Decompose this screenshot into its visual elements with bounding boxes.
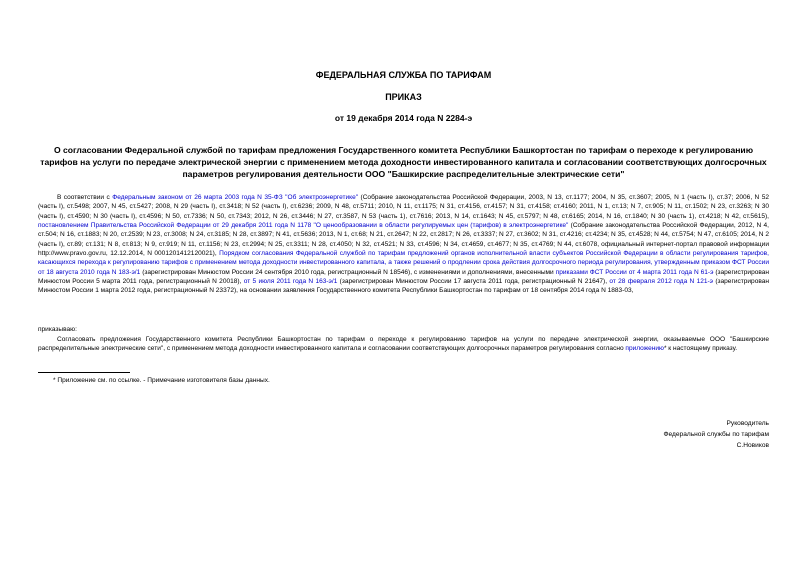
preamble-paragraph — [38, 193, 769, 296]
orders-word: приказываю: — [38, 326, 77, 333]
federal-law-link[interactable]: Федеральным законом от 26 марта 2003 года N 35-ФЗ "Об электроэнергетике" — [112, 194, 359, 201]
preamble-text: (Собрание законодательства Российской Федерации, 2012, N 4, ст.504; N 16, ст.1883; N 20, ст.2539; N 23, ст.3008; N 24, ст.3185; N 28, ст.3897; N 41, ст.5636; 2013, N 1, ст.68; N 21, ст.2647; N 22, ст.2817; N 26, ст.3337; N 27, ст.3602; N 31, ст.4216; ст.4234; N 35, ст.4528; N 44, ст.5754; N 47, ст.6105; 2014, N 2 (часть I), ст.89; ст.131; N 8, ст.813; N 9, ст.919; N 11, ст.1156; N 23, ст.2994; N 25, ст.3311; N 28, ст.4050; N 32, ст.4521; N 33, ст.4596; N 34, ст.4659, ст.4677; N 35, ст.4769; N 44, ст.6078, официальный интернет-портал правовой информации http://www.pravo.gov.ru, 12.12.2014, N 0001201412120021), — [38, 222, 769, 258]
preamble-text: (зарегистрирован Минюстом России 1 марта 2012 года, регистрационный N 23372), на основании заявления Государственного комитета Республики Башкортостан по тарифам от 18 сентября 2014 года N 1883-03, — [38, 278, 769, 295]
footnote: * Приложение см. по ссылке. - Примечание изготовителя базы данных. — [53, 377, 270, 384]
appendix-link[interactable]: приложению — [625, 345, 664, 353]
signatory-organization: Федеральной службы по тарифам — [663, 431, 769, 438]
signatory-title: Руководитель — [726, 420, 769, 427]
decision-text: Согласовать предложения Государственного комитета Республики Башкортостан по тарифам о переходе к регулированию тарифов на услуги по передаче электрической энергии, оказываемые ООО "Башкирские распределительные электрические сети", с применением метода доходности инвестированного капитала и согласовании соответствующих долгосрочных параметров регулирования согласно — [38, 336, 769, 353]
preamble-text: (Собрание законодательства Российской Федерации, 2003, N 13, ст.1177; 2004, N 35, ст.3607; 2005, N 1 (часть I), ст.37; 2006, N 52 (часть I), ст.5498; 2007, N 45, ст.5427; 2008, N 29 (часть I), ст.3418; N 52 (часть I), ст.6236; 2009, N 48, ст.5711; 2010, N 11, ст.1175; N 31, ст.4156, ст.4157; N 31, ст.4158; ст.4160; 2011, N 1, ст.13; N 7, ст.905; N 11, ст.1502; N 23, ст.3263; N 30 (часть I), ст.4590; N 30 (часть I), ст.4596; N 50, ст.7336; N 50, ст.7343; 2012, N 26, ст.3446; N 27, ст.3587, N 53 (часть 1), ст.7616; 2013, N 14, ст.1643; N 45, ст.5797; N 48, ст.6165; 2014, N 16, ст.1840; N 30 (часть 1), ст.4218; N 42, ст.5615), — [38, 194, 769, 220]
agency-name: ФЕДЕРАЛЬНАЯ СЛУЖБА ПО ТАРИФАМ — [315, 70, 492, 80]
approval-procedure-link[interactable]: Порядком согласования Федеральной службой по тарифам предложений органов исполнительной власти субъектов Российской Федерации в области регулирования тарифов, касающихся перехода к регулированию тарифов с применением метода доходности инвестированного капитала, а также решений о продлении срока действия долгосрочного периода регулирования, утвержденным приказом ФСТ России от 18 августа 2010 года N 183-э/1 — [38, 250, 769, 276]
preamble-text: (зарегистрирован Минюстом России 24 сентября 2010 года, регистрационный N 18546), с изменениями и дополнениями, внесенными — [140, 268, 556, 276]
footnote-divider — [38, 372, 130, 373]
decision-paragraph — [38, 335, 769, 354]
document-subject: О согласовании Федеральной службой по тарифам предложения Государственного комитета Республики Башкортостан по тарифам о переходе к регулированию тарифов на услуги по передаче электрической энергии с применением метода доходности инвестированного капитала и согласовании соответствующих долгосрочных параметров регулирования деятельности ООО "Башкирские распределительные электрические сети" — [40, 145, 767, 179]
fst-order-121-link[interactable]: от 28 февраля 2012 года N 121-э — [609, 278, 714, 286]
signatory-name: С.Новиков — [736, 442, 769, 449]
preamble-text: (зарегистрирован Минюстом России 5 марта 2011 года, регистрационный N 20018), — [38, 268, 770, 286]
document-type: ПРИКАЗ — [385, 92, 422, 102]
preamble-text: (зарегистрирован Минюстом России 17 августа 2011 года, регистрационный N 21647), — [337, 278, 610, 286]
preamble-text: В соответствии с — [57, 194, 113, 201]
fst-order-61-link[interactable]: приказами ФСТ России от 4 марта 2011 года N 61-э — [555, 268, 714, 276]
fst-order-163-link[interactable]: от 5 июля 2011 года N 163-э/1 — [243, 278, 338, 286]
government-decree-link[interactable]: постановлением Правительства Российской Федерации от 29 декабря 2011 года N 1178 "О ценообразовании в области регулируемых цен (тарифов) в электроэнергетике" — [38, 222, 569, 230]
document-date: от 19 декабря 2014 года N 2284-э — [334, 113, 473, 123]
decision-text: * к настоящему приказу. — [663, 345, 738, 353]
